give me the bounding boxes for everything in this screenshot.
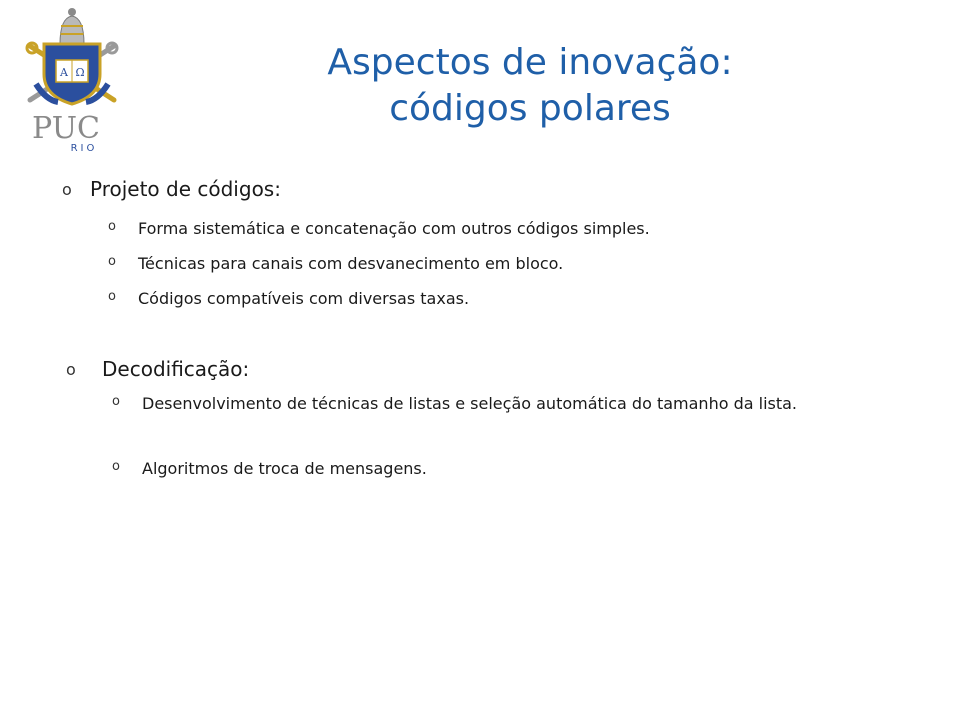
slide-title (230, 40, 830, 132)
svg-text:Ω: Ω (75, 66, 85, 79)
bullet-marker: o (108, 254, 116, 269)
list-item (112, 456, 427, 482)
svg-text:A: A (60, 66, 68, 79)
list-item-text: Algoritmos de troca de mensagens. (142, 459, 427, 478)
bullet-marker: o (62, 180, 72, 199)
list-item-text: Técnicas para canais com desvanecimento em bloco. (138, 254, 564, 273)
section-heading-decodificacao (66, 356, 249, 382)
list-item-text: Desenvolvimento de técnicas de listas e seleção automática do tamanho da lista. (142, 394, 798, 413)
bullet-marker: o (66, 360, 76, 379)
list-item (108, 251, 563, 277)
puc-rio-crest-icon (22, 4, 122, 154)
bullet-marker: o (108, 289, 116, 304)
bullet-marker: o (112, 394, 120, 409)
section-heading: Decodificação: (102, 357, 250, 381)
list-item (112, 391, 902, 417)
section-heading-projeto (62, 176, 281, 202)
list-item-text: Forma sistemática e concatenação com outros códigos simples. (138, 219, 650, 238)
logo-wordmark: PUC (32, 111, 100, 146)
bullet-marker: o (112, 459, 120, 474)
title-line-2: códigos polares (389, 88, 671, 129)
list-item (108, 286, 469, 312)
logo-subtitle: RIO (70, 143, 98, 154)
list-item (108, 216, 650, 242)
section-heading: Projeto de códigos: (90, 177, 281, 201)
list-item-text: Códigos compatíveis com diversas taxas. (138, 289, 470, 308)
title-line-1: Aspectos de inovação: (327, 42, 733, 83)
bullet-marker: o (108, 219, 116, 234)
